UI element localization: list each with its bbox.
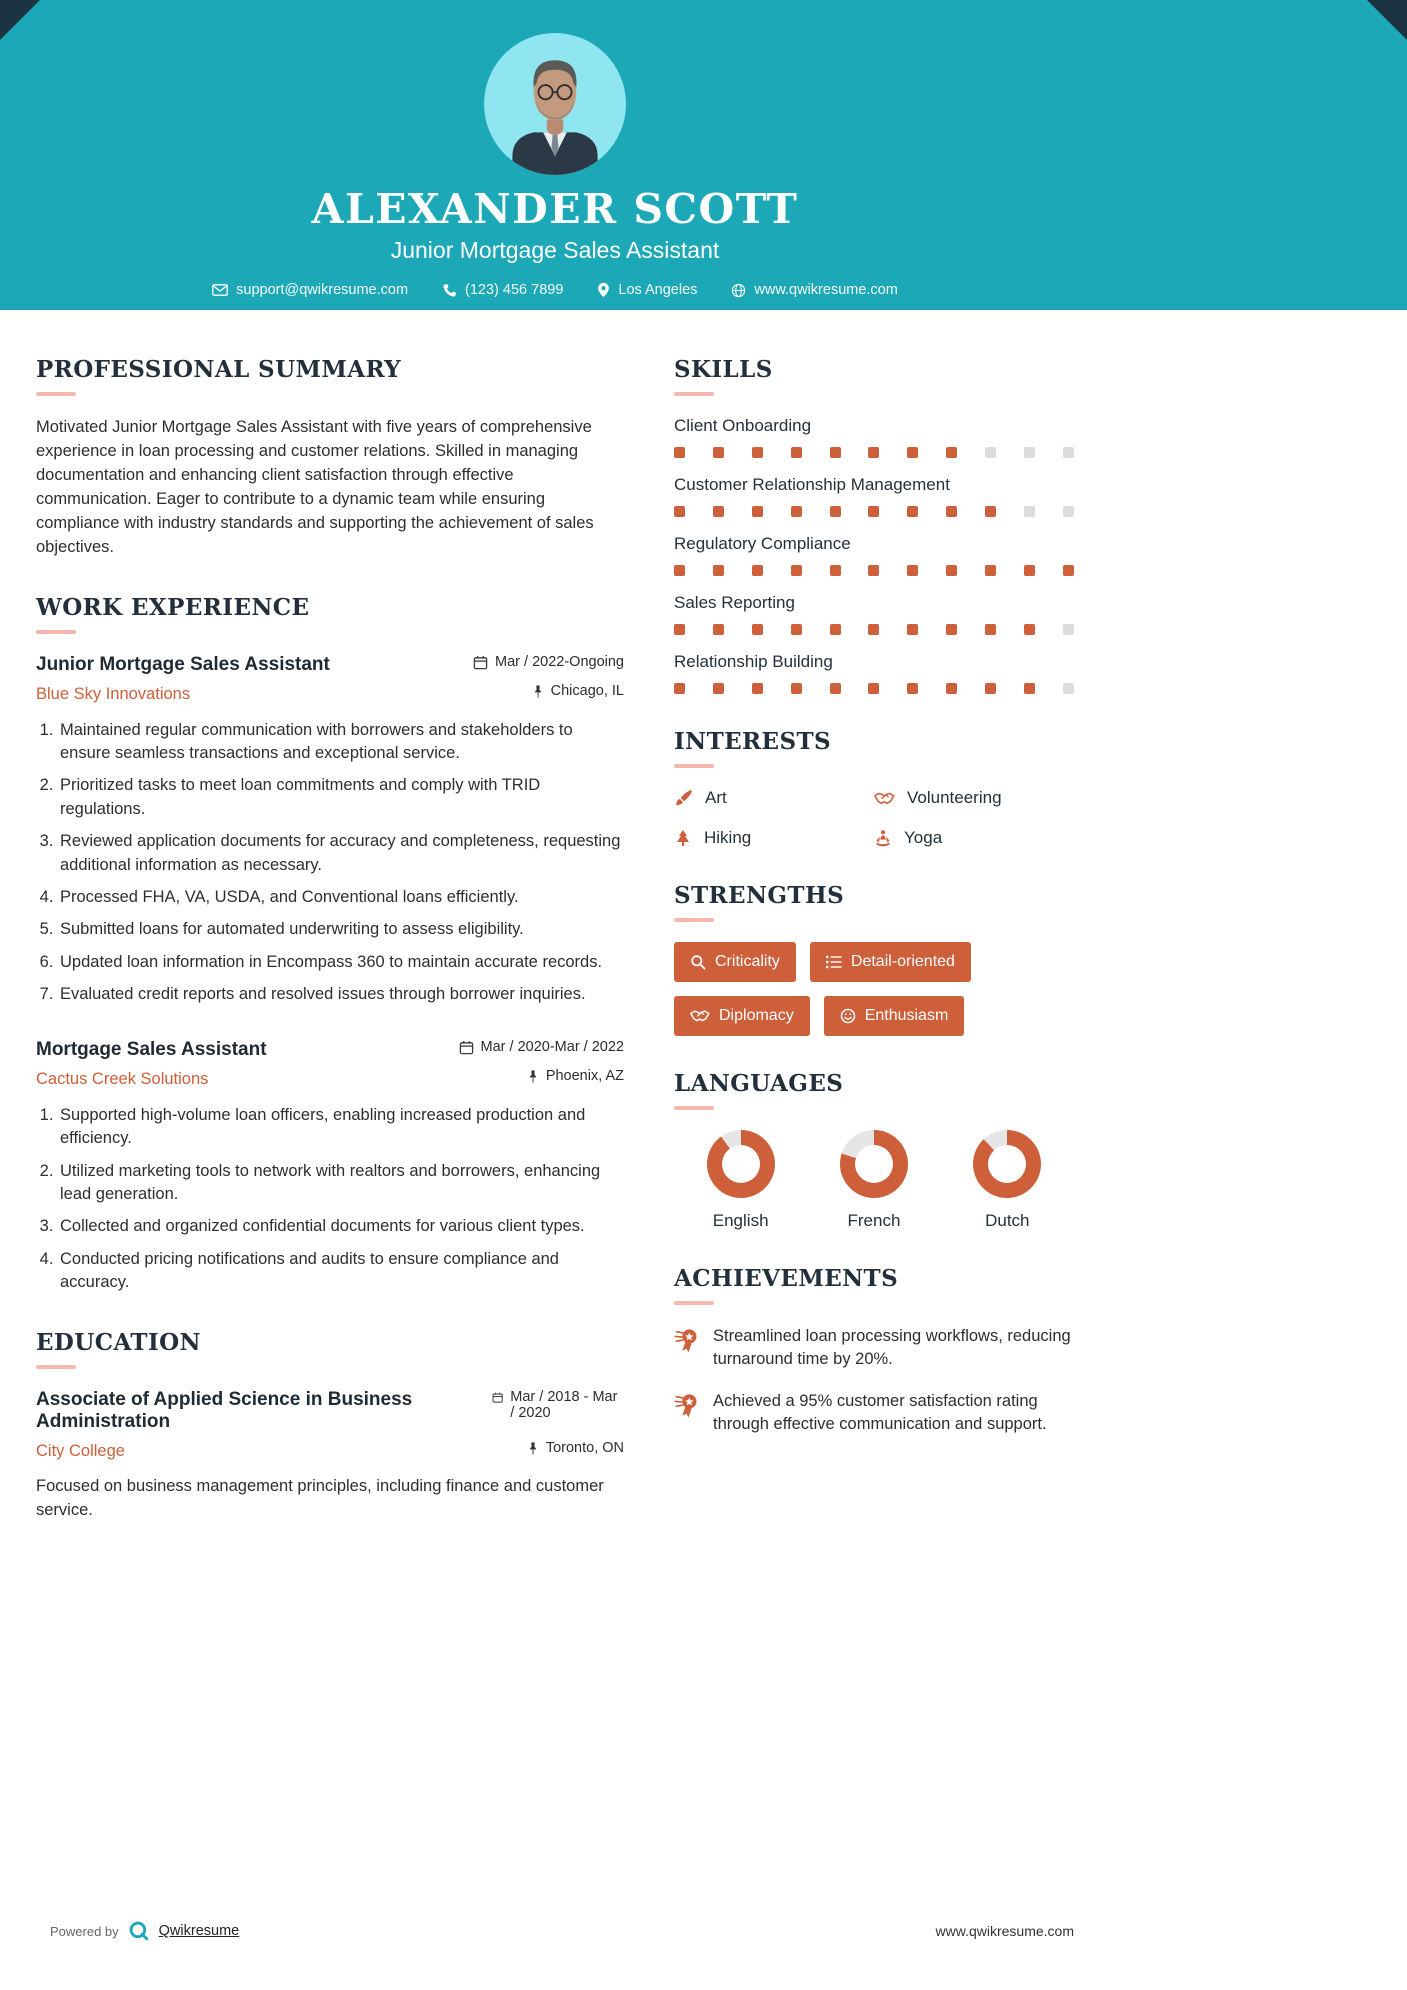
location-icon [597, 282, 610, 298]
skill-level-square [830, 565, 841, 576]
skill-level-square [791, 565, 802, 576]
list-icon [826, 955, 842, 969]
job-bullet: 1. Maintained regular communication with borrowers and stakeholders to ensure seamless transactions and exceptional service. [58, 719, 624, 766]
skill-level-square [946, 506, 957, 517]
section-strengths [674, 882, 1074, 1036]
interest-item [874, 828, 1074, 848]
skill-level-bar [674, 506, 1074, 517]
left-column [36, 356, 624, 1557]
language-item [707, 1130, 775, 1231]
skill-level-square [674, 624, 685, 635]
header [0, 0, 1407, 310]
job-bullet: 1. Supported high-volume loan officers, enabling increased production and efficiency. [58, 1104, 624, 1151]
job-dates: Mar / 2020-Mar / 2022 [459, 1039, 624, 1055]
language-label: English [712, 1211, 769, 1230]
qwikresume-logo-icon [128, 1920, 150, 1942]
strength-label: Detail-oriented [850, 953, 955, 970]
award-badge-icon [674, 1327, 700, 1353]
skill-level-square [868, 506, 879, 517]
footer [0, 1920, 1110, 1942]
summary-heading: PROFESSIONAL SUMMARY [36, 356, 402, 383]
website-text: www.qwikresume.com [754, 282, 898, 298]
email-link[interactable] [212, 282, 408, 298]
language-label: French [847, 1211, 901, 1230]
skills-heading: SKILLS [674, 356, 773, 383]
job-bullet-list [36, 719, 624, 1007]
skill-level-square [985, 506, 996, 517]
candidate-name: ALEXANDER SCOTT [311, 185, 799, 233]
skill-level-square [907, 683, 918, 694]
education-heading: EDUCATION [36, 1328, 201, 1356]
skill-level-square [907, 506, 918, 517]
achievement-item [674, 1390, 1074, 1437]
pine-tree-icon [674, 829, 692, 847]
skill-level-square [985, 565, 996, 576]
section-achievements [674, 1265, 1074, 1437]
avatar-illustration [484, 33, 626, 175]
section-skills [674, 356, 1074, 694]
job-entry [36, 654, 624, 1007]
handshake-icon [690, 1009, 710, 1023]
skill-level-square [985, 624, 996, 635]
job-bullet: 2. Utilized marketing tools to network with realtors and borrowers, enhancing lead generation. [58, 1160, 624, 1207]
strength-label: Enthusiasm [864, 1007, 949, 1024]
skill-item [674, 416, 1074, 458]
website-link[interactable] [731, 282, 897, 298]
calendar-icon [492, 1390, 503, 1405]
section-work-experience [36, 594, 624, 1295]
skill-item [674, 652, 1074, 694]
language-item [973, 1130, 1041, 1231]
skill-label: Regulatory Compliance [674, 534, 851, 553]
interests-heading: INTERESTS [674, 728, 832, 755]
heading-underline [674, 918, 714, 922]
skill-level-square [1024, 624, 1035, 635]
calendar-icon [473, 655, 488, 670]
languages-heading: LANGUAGES [674, 1070, 844, 1097]
skill-item [674, 593, 1074, 635]
corner-decoration-right [1367, 0, 1407, 40]
language-item [840, 1130, 908, 1231]
strength-chips [674, 942, 1074, 1036]
skill-level-square [791, 506, 802, 517]
email-text: support@qwikresume.com [236, 282, 409, 298]
education-description: Focused on business management principles, including finance and customer service. [36, 1476, 604, 1519]
award-badge-icon [674, 1392, 700, 1418]
summary-text: Motivated Junior Mortgage Sales Assistant with five years of comprehensive experience in loan processing and customer relations. Skilled in managing documentation and enhancing client satisfaction through effective communication. Eager to contribute to a dynamic team while ensuring compliance with industry standards and supporting the achievement of sales objectives. [36, 418, 594, 556]
skill-level-square [752, 506, 763, 517]
skill-item [674, 534, 1074, 576]
education-dates: Mar / 2018 - Mar / 2020 [492, 1389, 624, 1421]
company-name: Cactus Creek Solutions [36, 1069, 209, 1088]
handshake-icon [874, 791, 895, 806]
heading-underline [36, 1365, 76, 1369]
skill-level-square [752, 565, 763, 576]
skill-level-square [752, 683, 763, 694]
skill-level-square [674, 683, 685, 694]
strength-badge [810, 942, 971, 982]
interests-grid [674, 788, 1074, 848]
strength-label: Criticality [715, 953, 780, 970]
location-text: Los Angeles [618, 282, 698, 298]
skill-level-square [907, 624, 918, 635]
strength-badge [824, 996, 965, 1036]
skill-label: Client Onboarding [674, 416, 812, 435]
experience-heading: WORK EXPERIENCE [36, 593, 310, 621]
skill-level-square [713, 683, 724, 694]
skill-level-square [830, 506, 841, 517]
job-location: Phoenix, AZ [527, 1068, 624, 1084]
skill-level-square [674, 506, 685, 517]
strength-label: Diplomacy [719, 1007, 794, 1024]
interest-label: Art [705, 788, 727, 807]
language-donut-chart [840, 1130, 908, 1198]
powered-by-label: Powered by [50, 1923, 119, 1939]
skill-level-square [752, 624, 763, 635]
language-donut-chart [973, 1130, 1041, 1198]
interest-label: Yoga [904, 828, 943, 847]
skill-level-square [713, 447, 724, 458]
phone-text: (123) 456 7899 [465, 282, 564, 298]
heading-underline [674, 392, 714, 396]
skill-level-square [868, 447, 879, 458]
heading-underline [36, 630, 76, 634]
job-bullet: 3. Collected and organized confidential documents for various client types. [58, 1215, 624, 1238]
job-bullet: 6. Updated loan information in Encompass 360 to maintain accurate records. [58, 951, 624, 974]
skill-level-square [830, 683, 841, 694]
skill-level-square [946, 683, 957, 694]
language-label: Dutch [985, 1211, 1030, 1230]
skill-level-square [907, 447, 918, 458]
skill-level-square [1024, 447, 1035, 458]
skill-level-square [868, 624, 879, 635]
heading-underline [674, 764, 714, 768]
job-bullet: 3. Reviewed application documents for accuracy and completeness, requesting additional information as necessary. [58, 830, 624, 877]
job-bullet: 4. Processed FHA, VA, USDA, and Conventional loans efficiently. [58, 886, 624, 909]
footer-website-link[interactable]: www.qwikresume.com [935, 1923, 1074, 1939]
skill-label: Customer Relationship Management [674, 475, 950, 494]
interest-item [674, 788, 874, 808]
skill-level-square [907, 565, 918, 576]
job-dates: Mar / 2022-Ongoing [473, 654, 624, 670]
section-interests [674, 728, 1074, 848]
skill-level-square [830, 624, 841, 635]
right-column [674, 356, 1074, 1557]
skill-level-bar [674, 447, 1074, 458]
job-location: Chicago, IL [532, 683, 624, 699]
section-professional-summary [36, 356, 624, 560]
calendar-icon [459, 1040, 474, 1055]
achievements-heading: ACHIEVEMENTS [674, 1265, 899, 1292]
job-bullet-list [36, 1104, 624, 1295]
skill-level-square [791, 447, 802, 458]
strengths-heading: STRENGTHS [674, 882, 845, 909]
skill-level-bar [674, 565, 1074, 576]
job-entry [36, 1039, 624, 1295]
interest-label: Volunteering [907, 788, 1002, 807]
heading-underline [674, 1301, 714, 1305]
skill-item [674, 475, 1074, 517]
company-name: Blue Sky Innovations [36, 684, 191, 703]
interest-label: Hiking [704, 828, 752, 847]
skill-level-square [946, 565, 957, 576]
skill-level-square [713, 565, 724, 576]
achievement-text: Streamlined loan processing workflows, reducing turnaround time by 20%. [713, 1327, 1071, 1369]
phone-icon [442, 283, 457, 298]
contact-bar [0, 282, 1110, 298]
powered-by [50, 1920, 239, 1942]
skill-level-square [1024, 506, 1035, 517]
skill-level-square [674, 447, 685, 458]
location-item [597, 282, 697, 298]
resume-body [0, 310, 1110, 1557]
job-title: Mortgage Sales Assistant [36, 1038, 267, 1060]
degree-title: Associate of Applied Science in Business Administration [36, 1388, 413, 1432]
skill-level-square [985, 683, 996, 694]
skill-level-square [1063, 447, 1074, 458]
languages-row [674, 1130, 1074, 1231]
globe-icon [731, 283, 746, 298]
education-location: Toronto, ON [527, 1440, 624, 1456]
skill-level-square [791, 624, 802, 635]
heading-underline [36, 392, 76, 396]
paintbrush-icon [674, 789, 693, 808]
school-name: City College [36, 1441, 125, 1460]
job-bullet: 7. Evaluated credit reports and resolved issues through borrower inquiries. [58, 983, 624, 1006]
skill-level-square [1063, 506, 1074, 517]
skill-level-square [1024, 683, 1035, 694]
strength-badge [674, 996, 810, 1036]
achievement-text: Achieved a 95% customer satisfaction rating through effective communication and support. [713, 1391, 1047, 1434]
skill-level-square [946, 447, 957, 458]
skill-level-square [713, 624, 724, 635]
pushpin-icon [532, 684, 544, 699]
skill-level-square [752, 447, 763, 458]
skill-level-square [985, 447, 996, 458]
profile-photo [484, 33, 626, 175]
pushpin-icon [527, 1441, 539, 1456]
section-languages [674, 1070, 1074, 1231]
interest-item [874, 788, 1074, 808]
skill-label: Relationship Building [674, 652, 833, 671]
skill-level-square [868, 565, 879, 576]
smiley-icon [840, 1008, 856, 1024]
candidate-title: Junior Mortgage Sales Assistant [390, 237, 720, 263]
job-bullet: 5. Submitted loans for automated underwriting to assess eligibility. [58, 918, 624, 941]
skill-level-square [791, 683, 802, 694]
phone-link[interactable] [442, 282, 563, 298]
skill-level-square [674, 565, 685, 576]
meditation-icon [874, 829, 892, 847]
job-bullet: 2. Prioritized tasks to meet loan commitments and comply with TRID regulations. [58, 774, 624, 821]
language-donut-chart [707, 1130, 775, 1198]
achievement-item [674, 1325, 1074, 1372]
pushpin-icon [527, 1069, 539, 1084]
strength-badge [674, 942, 796, 982]
skill-level-bar [674, 624, 1074, 635]
corner-decoration-left [0, 0, 40, 40]
qwikresume-link[interactable]: Qwikresume [158, 1923, 240, 1939]
heading-underline [674, 1106, 714, 1110]
header-content [0, 0, 1110, 298]
job-title: Junior Mortgage Sales Assistant [36, 653, 330, 675]
interest-item [674, 828, 874, 848]
skill-level-square [713, 506, 724, 517]
magnifier-icon [690, 954, 706, 970]
job-bullet: 4. Conducted pricing notifications and audits to ensure compliance and accuracy. [58, 1248, 624, 1295]
skill-level-square [1063, 624, 1074, 635]
skill-level-square [830, 447, 841, 458]
skill-level-square [1063, 565, 1074, 576]
skill-level-square [1063, 683, 1074, 694]
skill-level-square [868, 683, 879, 694]
skill-level-square [946, 624, 957, 635]
skill-level-bar [674, 683, 1074, 694]
section-education [36, 1329, 624, 1523]
email-icon [212, 284, 228, 296]
skill-level-square [1024, 565, 1035, 576]
skill-label: Sales Reporting [674, 593, 795, 612]
